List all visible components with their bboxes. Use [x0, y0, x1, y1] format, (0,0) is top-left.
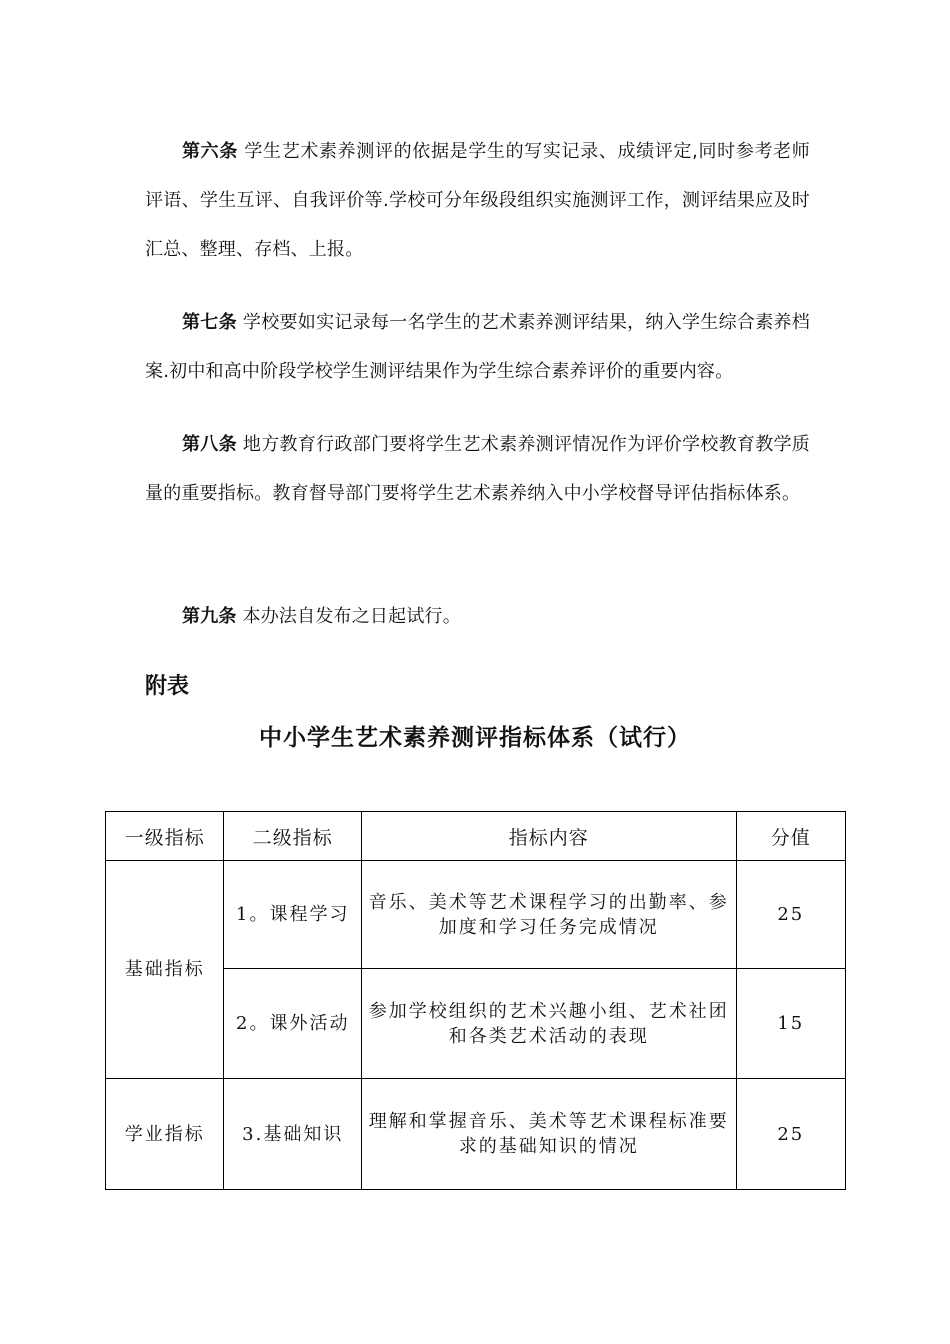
- appendix-label: 附表: [145, 673, 190, 699]
- score-cell: 25: [736, 1079, 845, 1190]
- article-9: [145, 592, 810, 641]
- level2-cell: 2。课外活动: [224, 969, 362, 1079]
- table-header-row: [106, 812, 846, 861]
- content-cell: 参加学校组织的艺术兴趣小组、艺术社团和各类艺术活动的表现: [362, 969, 737, 1079]
- article-7-number: 第七条: [182, 312, 237, 333]
- article-6-number: 第六条: [182, 141, 238, 162]
- content-cell: 音乐、美术等艺术课程学习的出勤率、参加度和学习任务完成情况: [362, 861, 737, 969]
- level2-cell: 1。课程学习: [224, 861, 362, 969]
- header-level1: 一级指标: [106, 812, 224, 861]
- score-cell: 25: [736, 861, 845, 969]
- article-9-number: 第九条: [182, 606, 237, 627]
- table-row: [106, 1079, 846, 1190]
- score-cell: 15: [736, 969, 845, 1079]
- article-6-text: 学生艺术素养测评的依据是学生的写实记录、成绩评定,同时参考老师评语、学生互评、自我评价等.学校可分年级段组织实施测评工作，测评结果应及时汇总、整理、存档、上报。: [145, 141, 811, 260]
- content-cell: 理解和掌握音乐、美术等艺术课程标准要求的基础知识的情况: [362, 1079, 737, 1190]
- level2-cell: 3.基础知识: [224, 1079, 362, 1190]
- article-8-number: 第八条: [182, 434, 237, 455]
- article-8: [145, 420, 810, 518]
- table-title: 中小学生艺术素养测评指标体系（试行）: [259, 725, 691, 751]
- level1-cell: 学业指标: [106, 1079, 224, 1190]
- table-row: [106, 861, 846, 969]
- article-7-text: 学校要如实记录每一名学生的艺术素养测评结果，纳入学生综合素养档案.初中和高中阶段学校学生测评结果作为学生综合素养评价的重要内容。: [145, 312, 810, 382]
- article-8-text: 地方教育行政部门要将学生艺术素养测评情况作为评价学校教育教学质量的重要指标。教育督导部门要将学生艺术素养纳入中小学校督导评估指标体系。: [145, 434, 810, 504]
- article-9-text: 本办法自发布之日起试行。: [242, 606, 461, 627]
- header-score: 分值: [736, 812, 845, 861]
- header-level2: 二级指标: [224, 812, 362, 861]
- article-7: [145, 298, 810, 396]
- header-content: 指标内容: [362, 812, 737, 861]
- level1-cell: 基础指标: [106, 861, 224, 1079]
- evaluation-index-table: [105, 811, 846, 1190]
- article-6: [145, 127, 810, 274]
